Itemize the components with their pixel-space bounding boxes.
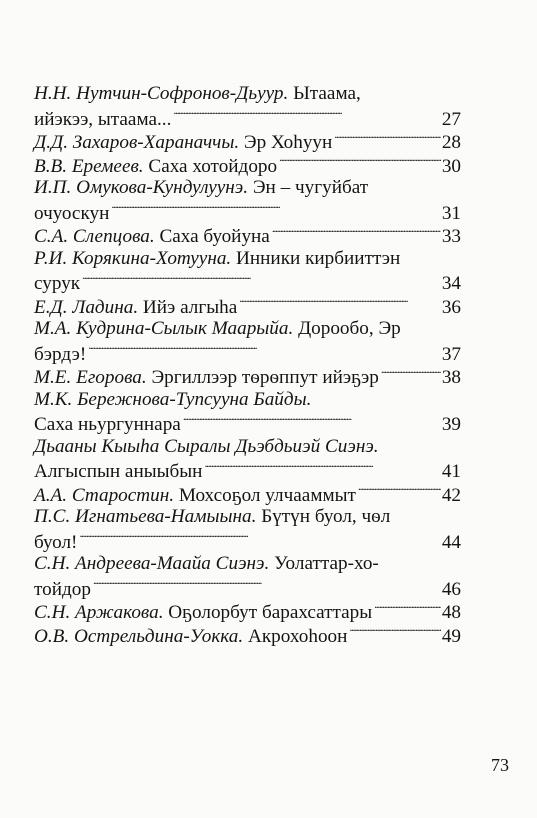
toc-author: И.П. Омукова-Кундулуунэ. <box>34 177 249 198</box>
toc-leader-dots <box>173 106 440 125</box>
toc-entry <box>34 388 461 435</box>
toc-author: Р.И. Корякина-Хотууна. <box>34 247 232 269</box>
toc-line <box>34 82 461 106</box>
toc-line <box>34 388 461 412</box>
toc-title: сурук <box>34 273 81 295</box>
toc-line <box>34 411 461 435</box>
toc-title: Дорообо, Эр <box>293 318 401 339</box>
toc-entry <box>34 294 461 318</box>
toc-line-text <box>34 578 91 602</box>
toc-author: Д.Д. Захаров-Хараначчы. <box>34 132 240 154</box>
page-number: 73 <box>491 755 509 775</box>
toc-title: буол! <box>34 531 78 553</box>
toc-entry <box>34 82 461 129</box>
toc-leader-dots <box>82 270 441 289</box>
toc-title: Эргиллээр тѳрѳппут ийэҕэр <box>146 367 379 389</box>
toc-title: Ийэ алгыhа <box>138 296 238 318</box>
toc-title: Алгыспын аныыбын <box>34 461 203 483</box>
toc-page-number: 30 <box>441 155 461 177</box>
toc-page-number: 46 <box>441 578 461 600</box>
toc-line <box>34 270 461 294</box>
toc-leader-dots <box>111 200 440 219</box>
toc-entry <box>34 482 461 506</box>
toc-line <box>34 176 461 200</box>
toc-line-text <box>34 435 379 459</box>
toc-title: Инники кирбииттэн <box>231 247 401 269</box>
toc-author: С.Н. Аржакова. <box>34 602 164 624</box>
toc-line <box>34 458 461 482</box>
toc-page-number: 38 <box>441 367 461 389</box>
toc-title: Бүтүн буол, чѳл <box>256 506 391 527</box>
toc-leader-dots <box>88 341 441 360</box>
toc-page-number: 39 <box>441 414 461 436</box>
toc-leader-dots <box>349 623 440 642</box>
toc-line-text <box>34 317 401 341</box>
toc-leader-dots <box>183 411 441 430</box>
toc-title: Саха буойуна <box>154 226 270 248</box>
toc-page-number: 44 <box>441 531 461 553</box>
toc-author: Е.Д. Ладина. <box>34 296 139 318</box>
toc-title: Уолаттар-хо- <box>269 553 379 574</box>
toc-line-text <box>34 202 109 226</box>
toc-line-text <box>34 388 311 412</box>
toc-line <box>34 599 461 623</box>
toc-leader-dots <box>79 529 440 548</box>
toc-line-text <box>34 108 171 132</box>
toc-page-number: 37 <box>441 343 461 365</box>
toc-line <box>34 247 461 271</box>
toc-line-text <box>34 484 356 508</box>
toc-page-number: 49 <box>441 625 461 647</box>
toc-line <box>34 317 461 341</box>
toc-page-number: 36 <box>441 296 461 318</box>
toc-entry <box>34 364 461 388</box>
toc-line <box>34 364 461 388</box>
toc-author: П.С. Игнатьева-Намыына. <box>34 506 257 527</box>
toc-title: очуоскун <box>34 202 110 224</box>
toc-author: А.А. Старостин. <box>34 484 175 506</box>
toc-line-text <box>34 625 347 649</box>
toc-line <box>34 623 461 647</box>
toc-author: М.Е. Егорова. <box>34 367 147 389</box>
toc-entry <box>34 599 461 623</box>
toc-entry <box>34 505 461 552</box>
toc-line-text <box>34 531 77 555</box>
toc-line-text <box>34 225 270 249</box>
toc-entry <box>34 153 461 177</box>
toc-author: Н.Н. Нутчин-Софронов-Дьуур. <box>34 83 289 104</box>
toc-page-number: 41 <box>441 461 461 483</box>
toc-title: бэрдэ! <box>34 343 87 365</box>
toc-leader-dots <box>374 599 441 618</box>
toc-page-number: 33 <box>441 226 461 248</box>
toc-line <box>34 294 461 318</box>
toc-entry <box>34 247 461 294</box>
toc-entry <box>34 552 461 599</box>
toc-line-text <box>34 366 379 390</box>
toc-entry <box>34 129 461 153</box>
toc-line <box>34 153 461 177</box>
toc-title: Эн – чугуйбат <box>248 177 369 198</box>
toc-line <box>34 341 461 365</box>
toc-line <box>34 576 461 600</box>
toc-page-number: 48 <box>441 602 461 624</box>
toc-line-text <box>34 296 237 320</box>
toc-line <box>34 529 461 553</box>
toc-line-text <box>34 82 361 106</box>
toc-title: Эр Хоhуун <box>239 132 333 154</box>
toc-title: Оҕолорбут барахсаттары <box>163 602 373 624</box>
toc-line <box>34 129 461 153</box>
toc-author: О.В. Острельдина-Уокка. <box>34 625 244 647</box>
toc-line-text <box>34 552 379 576</box>
toc-page-number: 42 <box>441 484 461 506</box>
toc-leader-dots <box>239 294 441 313</box>
table-of-contents <box>34 82 461 646</box>
toc-leader-dots <box>272 223 441 242</box>
toc-title: Ытаама, <box>288 83 361 104</box>
toc-author: М.К. Бережнова-Тупсууна Байды. <box>34 388 312 410</box>
toc-line-text <box>34 460 202 484</box>
toc-line <box>34 505 461 529</box>
toc-title: Саха хотойдоро <box>143 155 278 177</box>
toc-title: Акрохоhоон <box>243 625 348 647</box>
toc-author: Дьааны Кыыhа Сыралы Дьэбдьиэй Сиэнэ. <box>34 435 379 457</box>
toc-leader-dots <box>279 153 441 172</box>
toc-line <box>34 482 461 506</box>
toc-line <box>34 106 461 130</box>
toc-line-text <box>34 176 368 200</box>
toc-leader-dots <box>93 576 441 595</box>
toc-line-text <box>34 343 86 367</box>
toc-entry <box>34 435 461 482</box>
toc-line <box>34 223 461 247</box>
toc-entry <box>34 176 461 223</box>
toc-entry <box>34 317 461 364</box>
toc-page-number: 28 <box>441 132 461 154</box>
toc-entry <box>34 223 461 247</box>
toc-line <box>34 200 461 224</box>
toc-line-text <box>34 131 332 155</box>
toc-author: С.Н. Андреева-Маайа Сиэнэ. <box>34 553 270 574</box>
toc-line-text <box>34 601 372 625</box>
toc-line-text <box>34 505 390 529</box>
toc-author: М.А. Кудрина-Сылык Маарыйа. <box>34 318 294 339</box>
toc-line-text <box>34 272 80 296</box>
toc-page-number: 31 <box>441 202 461 224</box>
toc-title: Мохсоҕол улчааммыт <box>174 484 356 506</box>
toc-line-text <box>34 413 181 437</box>
toc-line <box>34 435 461 459</box>
toc-line-text <box>34 155 277 179</box>
toc-line <box>34 552 461 576</box>
toc-line-text <box>34 247 400 271</box>
toc-leader-dots <box>358 482 441 501</box>
toc-page-number: 27 <box>441 108 461 130</box>
toc-entry <box>34 623 461 647</box>
toc-author: В.В. Еремеев. <box>34 155 144 177</box>
toc-author: С.А. Слепцова. <box>34 226 155 248</box>
toc-title: ийэкээ, ытаама... <box>34 108 172 130</box>
toc-title: Саха ньургуннара <box>34 414 181 436</box>
toc-title: тойдор <box>34 578 91 600</box>
toc-leader-dots <box>204 458 440 477</box>
toc-leader-dots <box>381 364 441 383</box>
toc-leader-dots <box>334 129 441 148</box>
toc-page-number: 34 <box>441 273 461 295</box>
